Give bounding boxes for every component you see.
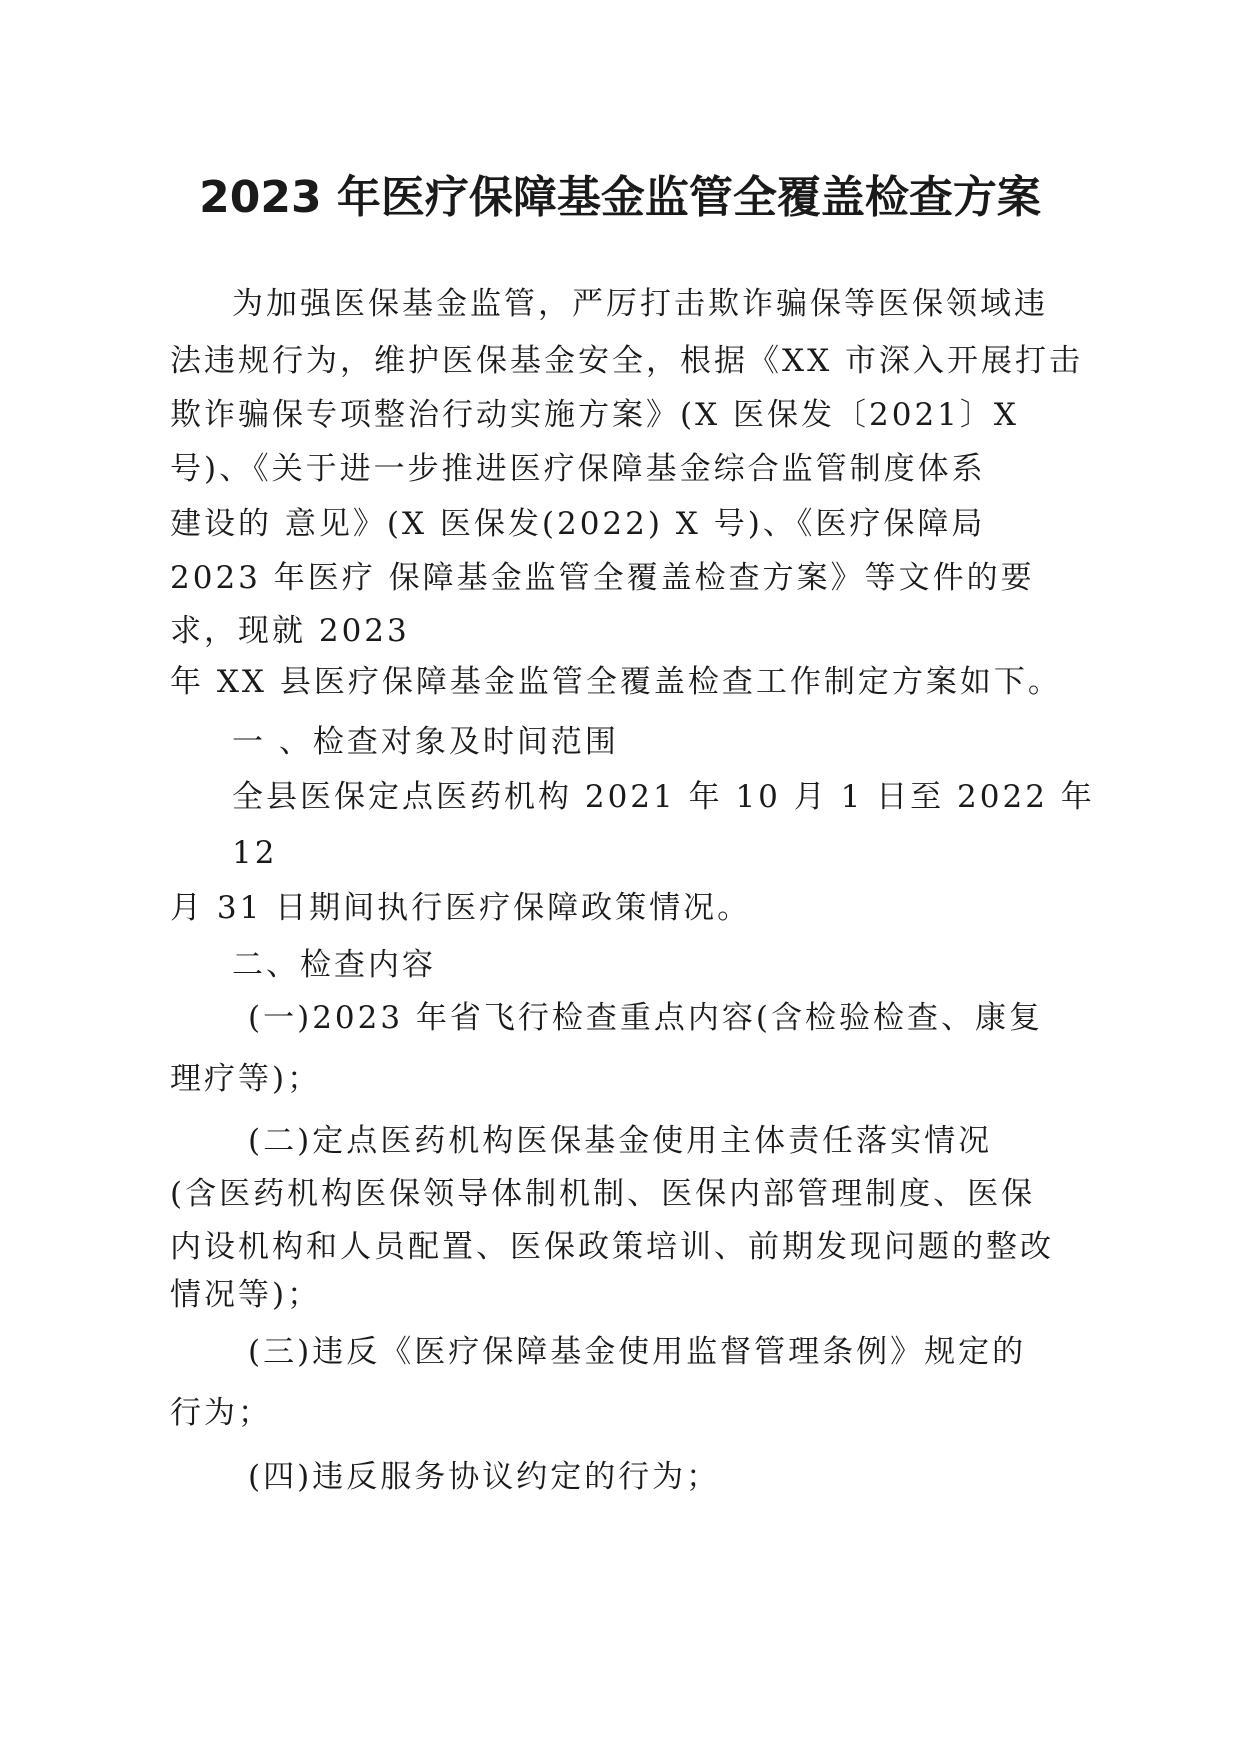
- paragraph-line: 2023 年医疗 保障基金监管全覆盖检查方案》等文件的要: [170, 560, 1035, 596]
- section-heading: 二、检查内容: [232, 947, 436, 983]
- list-item: (二)定点医药机构医保基金使用主体责任落实情况: [248, 1123, 993, 1159]
- section-heading: 一 、检查对象及时间范围: [232, 724, 619, 760]
- paragraph-line: 为加强医保基金监管，严厉打击欺诈骗保等医保领域违: [232, 286, 1048, 322]
- paragraph-line: 欺诈骗保专项整治行动实施方案》(X 医保发〔2021〕X: [170, 397, 1019, 433]
- paragraph-line: 月 31 日期间执行医疗保障政策情况。: [170, 890, 752, 926]
- document-title: 2023 年医疗保障基金监管全覆盖检查方案: [199, 172, 1041, 223]
- list-item: (一)2023 年省飞行检查重点内容(含检验检查、康复: [248, 1000, 1044, 1036]
- list-item-continuation: 情况等)；: [170, 1277, 322, 1313]
- list-item-continuation: (含医药机构医保领导体制机制、医保内部管理制度、医保: [170, 1176, 1036, 1212]
- paragraph-line: 年 XX 县医疗保障基金监管全覆盖检查工作制定方案如下。: [170, 664, 1062, 700]
- paragraph-line: 建设的 意见》(X 医保发(2022) X 号)、《医疗保障局: [170, 506, 986, 542]
- list-item: (四)违反服务协议约定的行为；: [248, 1459, 721, 1495]
- paragraph-line: 求，现就 2023: [170, 613, 410, 649]
- list-item-continuation: 内设机构和人员配置、医保政策培训、前期发现问题的整改: [170, 1229, 1054, 1265]
- list-item-continuation: 理疗等)；: [170, 1061, 322, 1097]
- paragraph-line: 号)、《关于进一步推进医疗保障基金综合监管制度体系: [170, 451, 986, 487]
- list-item: (三)违反《医疗保障基金使用监督管理条例》规定的: [248, 1334, 1027, 1370]
- list-item-continuation: 行为；: [170, 1395, 272, 1431]
- paragraph-line: 全县医保定点医药机构 2021 年 10 月 1 日至 2022 年: [232, 779, 1095, 815]
- paragraph-line: 12: [232, 835, 278, 871]
- paragraph-line: 法违规行为，维护医保基金安全，根据《XX 市深入开展打击: [170, 343, 1083, 379]
